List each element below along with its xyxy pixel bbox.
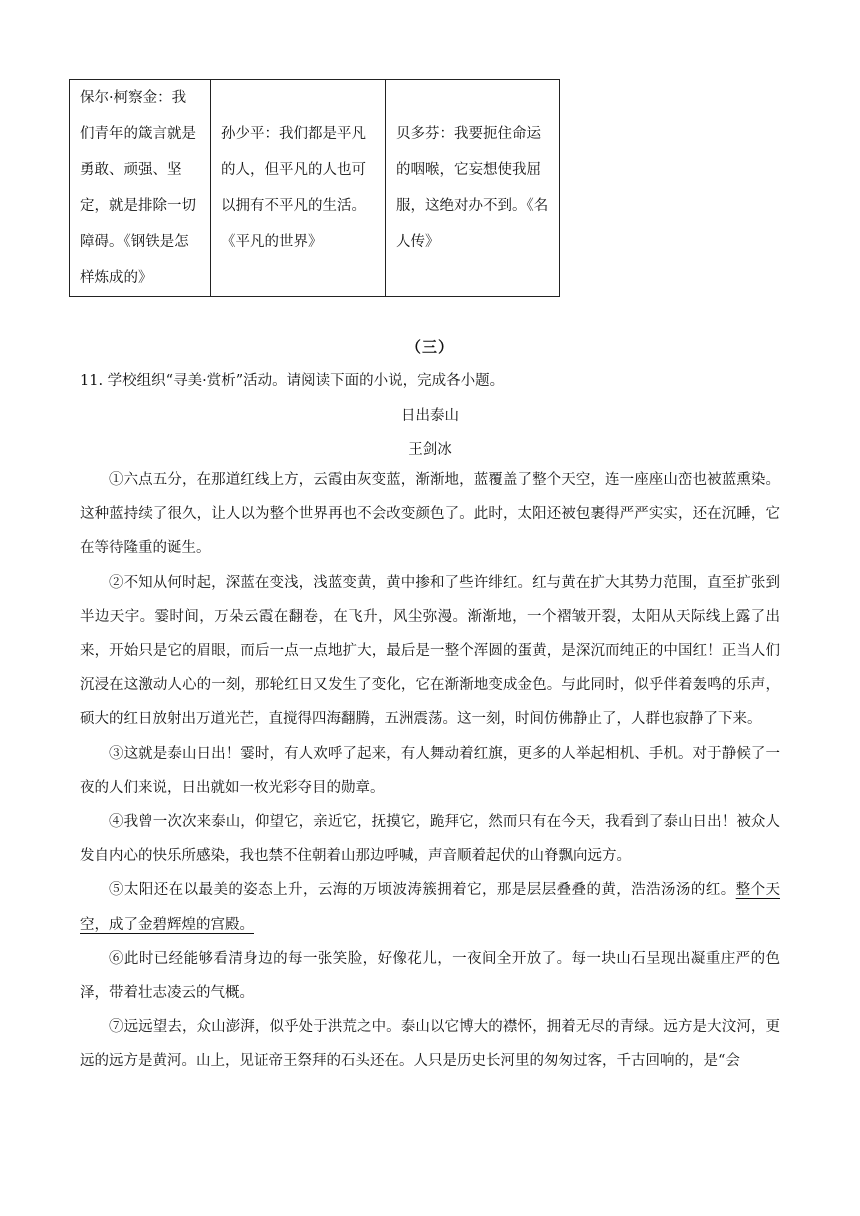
table-cell-paul: 保尔·柯察金：我们青年的箴言就是勇敢、顽强、坚定，就是排除一切障碍。《钢铁是怎样炼成的》: [70, 80, 211, 297]
paragraph-1: ①六点五分，在那道红线上方，云霞由灰变蓝，渐渐地，蓝覆盖了整个天空，连一座座山峦也被蓝熏染。这种蓝持续了很久，让人以为整个世界再也不会改变颜色了。此时，太阳还被包裹得严严实实，还在沉睡，它在等待隆重的诞生。: [80, 472, 780, 557]
story-author: 王剑冰: [408, 442, 452, 458]
paragraph-7: ⑦远远望去，众山澎湃，似乎处于洪荒之中。泰山以它博大的襟怀，拥着无尽的青绿。远方是大汶河，更远的远方是黄河。山上，见证帝王祭拜的石头还在。人只是历史长河里的匆匆过客，千古回响的，是“会: [80, 1019, 780, 1070]
paragraph-4: ④我曾一次次来泰山，仰望它，亲近它，抚摸它，跪拜它，然而只有在今天，我看到了泰山日出！被众人发自内心的快乐所感染，我也禁不住朝着山那边呼喊，声音顺着起伏的山脊飘向远方。: [80, 814, 780, 865]
paragraph-5-underlined-sentence: 整个天空，成了金碧辉煌的宫殿。: [80, 882, 780, 933]
story-body: [80, 463, 780, 1079]
section-title: （三）: [405, 338, 454, 356]
table-cell-beethoven: 贝多芬：我要扼住命运的咽喉，它妄想使我屈服，这绝对办不到。《名人传》: [386, 80, 560, 297]
paragraph-5: [80, 873, 780, 941]
paragraph-3: ③这就是泰山日出！霎时，有人欢呼了起来，有人舞动着红旗，更多的人举起相机、手机。对于静候了一夜的人们来说，日出就如一枚光彩夺目的勋章。: [80, 745, 780, 796]
paragraph-5-text: ⑤太阳还在以最美的姿态上升，云海的万顷波涛簇拥着它，那是层层叠叠的黄，浩浩汤汤的红。: [109, 882, 736, 899]
question-text: 11. 学校组织“寻美·赏析”活动。请阅读下面的小说，完成各小题。: [80, 373, 505, 389]
paragraph-6: ⑥此时已经能够看清身边的每一张笑脸，好像花儿，一夜间全开放了。每一块山石呈现出凝重庄严的色泽，带着壮志凌云的气概。: [80, 950, 780, 1002]
table-row: [70, 80, 560, 297]
story-title: 日出泰山: [401, 408, 459, 424]
paragraph-2: ②不知从何时起，深蓝在变浅，浅蓝变黄，黄中掺和了些许绯红。红与黄在扩大其势力范围，直至扩张到半边天宇。霎时间，万朵云霞在翻卷，在飞升，风尘弥漫。渐渐地，一个褶皱开裂，太阳从天际线上露了出来，开始只是它的眉眼，而后一点一点地扩大，最后是一整个浑圆的蛋黄，是深沉而纯正的中国红！正当人们沉浸在这激动人心的一刻，那轮红日又发生了变化，它在渐渐地变成金色。与此同时，似乎伴着轰鸣的乐声，硕大的红日放射出万道光芒，直搅得四海翻腾，五洲震荡。这一刻，时间仿佛静止了，人群也寂静了下来。: [80, 574, 780, 728]
table-cell-sun-shaoping: 孙少平：我们都是平凡的人，但平凡的人也可以拥有不平凡的生活。《平凡的世界》: [211, 80, 386, 297]
quote-table: [69, 79, 560, 297]
